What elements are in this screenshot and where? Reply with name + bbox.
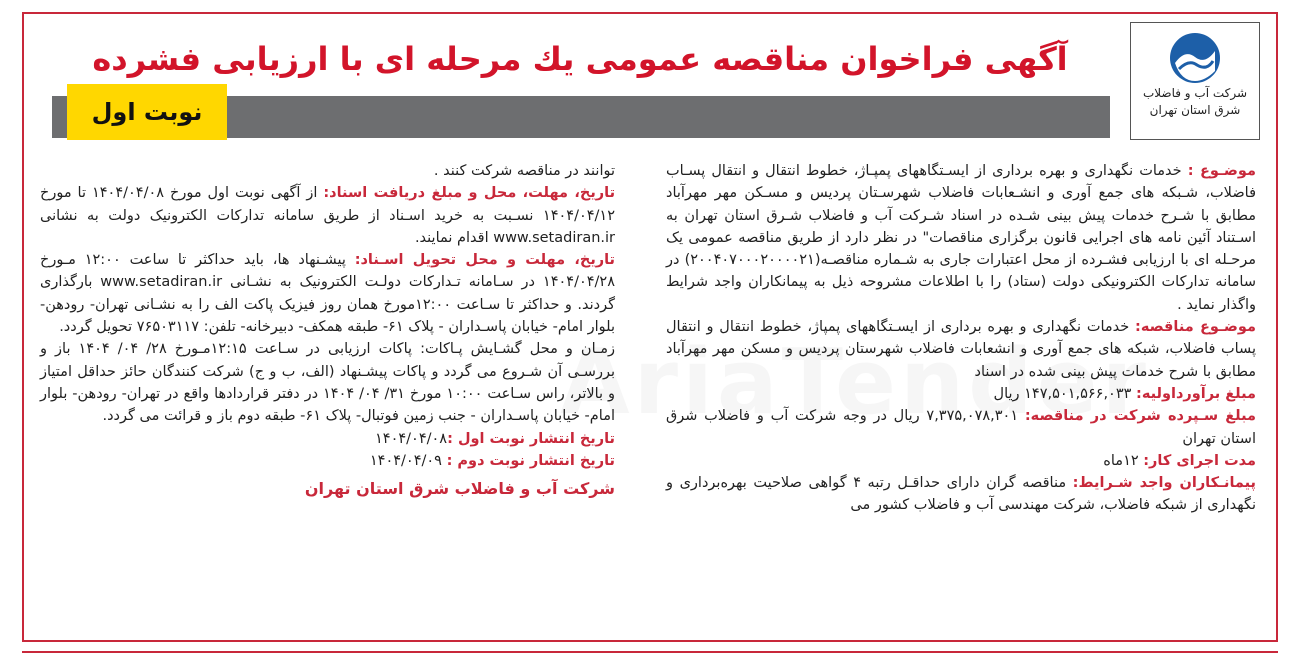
- estimate-text: ۱۴۷,۵۰۱,۵۶۶,۰۳۳ ریال: [993, 385, 1137, 402]
- eligibility-paragraph: [666, 472, 1256, 517]
- documents-label: تاریخ، مهلت، محل و مبلغ دریافت اسناد:: [323, 185, 616, 202]
- documents-text: از آگهی نوبت اول مورخ ۱۴۰۴/۰۴/۰۸ تا مورخ ۱۴۰۴/۰۴/۱۲ نسـبت به خرید اسـناد از طریق سامانه تدارکات الکترونیک دولت به نشانی www.setadiran.ir اقدام نمایند.: [40, 185, 615, 246]
- round-badge: نوبت اول: [67, 84, 227, 140]
- company-name-line2: شرق استان تهران: [1149, 103, 1241, 117]
- right-column: [666, 160, 1256, 517]
- tender-subject-paragraph: [666, 316, 1256, 383]
- company-logo-box: [1130, 22, 1260, 140]
- duration-paragraph: [666, 450, 1256, 472]
- deposit-paragraph: [666, 405, 1256, 450]
- submission-paragraph: [40, 249, 615, 338]
- deposit-text: ۷,۳۷۵,۰۷۸,۳۰۱ ریال در وجه شرکت آب و فاضلاب شرق استان تهران: [666, 408, 1256, 447]
- second-publish-label: تاریخ انتشار نوبت دوم :: [446, 452, 615, 469]
- estimate-paragraph: [666, 383, 1256, 405]
- first-publish-label: تاریخ انتشار نوبت اول :: [447, 430, 615, 447]
- ad-title: آگهی فراخوان مناقصه عمومی يك مرحله ای با ارزيابی فشرده: [92, 40, 1068, 78]
- tender-subject-label: موضـوع مناقصه:: [1135, 319, 1257, 336]
- submission-text: پیشـنهاد ها، باید حداکثر تا ساعت ۱۲:۰۰ مـورخ ۱۴۰۴/۰۴/۲۸ در سـامانه تـدارکات دولـت الکترونیک به نشـانی www.setadiran.ir بارگذاری گردند. و حداکثر تا سـاعت ۱۲:۰۰مورخ همان روز فیزیک پاکت الف را به نشـانی تهران- رودهن- بلوار امام- خیابان پاسـداران - پلاک ۶۱- طبقه همکف- دبیرخانه- تلفن: ۷۶۵۰۳۱۱۷ تحویل گردد.: [40, 252, 615, 336]
- duration-label: مدت اجرای کار:: [1143, 452, 1256, 469]
- signature: شرکت آب و فاضلاب شرق استان تهران: [304, 479, 615, 499]
- bottom-divider: [22, 651, 1278, 653]
- second-publish-date: ۱۴۰۴/۰۴/۰۹: [369, 452, 447, 469]
- tender-subject-text: خدمات نگهداری و بهره برداری از ایسـتگاههای پمپاژ، خطوط انتقال و انتقال پساب فاضلاب، شبکه های جمع آوری و انشعابات فاضلاب شهرستان پردیس و مسکن مهر مهرآباد مطابق با شرح خدمات پیش بینی شده در اسناد: [666, 319, 1256, 380]
- opening-paragraph: زمـان و محل گشـایش پـاکات: پاکات ارزیابی در سـاعت ۱۲:۱۵مـورخ ۲۸/ ۰۴/ ۱۴۰۴ باز و بررسـی آن شـروع می گردد و پاکات پیشـنهاد (الف، ب و ج) شرکت کنندگان حائز حداقل امتیاز و بالاتر، راس سـاعت ۱۰:۰۰ مورخ ۳۱/ ۰۴/ ۱۴۰۴ در دفتر قراردادها واقع در تهران- رودهن- بلوار امام- خیابان پاسـداران - جنب زمین فوتبال- پلاک ۶۱- طبقه دوم باز و قرائت می گردد.: [40, 341, 616, 425]
- duration-text: ۱۲ماه: [1103, 452, 1144, 469]
- company-name-line1: شرکت آب و فاضلاب: [1142, 86, 1248, 100]
- first-publish-date: ۱۴۰۴/۰۴/۰۸: [375, 430, 448, 447]
- documents-paragraph: [40, 182, 615, 249]
- eligibility-text: مناقصه گران دارای حداقـل رتبه ۴ گواهی صلاحیت بهره‌برداری و نگهداری از شبکه فاضلاب، شرکت مهندسی آب و فاضلاب کشور می: [666, 475, 1256, 514]
- estimate-label: مبلغ برآورداولیه:: [1136, 385, 1256, 402]
- water-drop-logo-icon: [1167, 31, 1223, 85]
- eligibility-label: پیمانـکاران واجد شـرایط:: [1072, 475, 1256, 492]
- left-column: [40, 160, 615, 500]
- subject-label: موضـوع :: [1187, 163, 1256, 179]
- submission-label: تاریخ، مهلت و محل تحویل اسـناد:: [354, 252, 616, 269]
- subject-paragraph: [666, 160, 1256, 316]
- first-publish-paragraph: [40, 428, 615, 450]
- eligibility-continued: توانند در مناقصه شرکت کنند .: [433, 163, 615, 179]
- deposit-label: مبلغ سـپرده شرکت در مناقصه:: [1024, 408, 1256, 425]
- second-publish-paragraph: [40, 450, 615, 472]
- subject-text: خدمات نگهداری و بهره برداری از ایسـتگاههای پمپـاژ، خطوط انتقال و انتقال پسـاب فاضلاب، شـبکه های جمع آوری و انشـعابات فاضلاب شهرسـتان پردیس و مسـکن مهر مهرآباد مطابق با شـرح خدمات پیش بینی شـده در اسناد شـرکت آب و فاضلاب شـرق استان تهران به اسـتناد آئین نامه های اجرایی قانون برگزاری مناقصات" در نظر دارد از طریق مناقصه عمومی یک مرحـله ای با ارزیابی فشـرده از محل اعتبارات جاری به شـماره مناقصـه(۲۰۰۴۰۷۰۰۰۲۰۰۰۰۲۱) در سامانه تدارکات الکترونیکی دولت (ستاد) را با اطلاعات مشروحه ذیل به پیمانکاران واجد شرایط واگذار نماید .: [666, 163, 1256, 313]
